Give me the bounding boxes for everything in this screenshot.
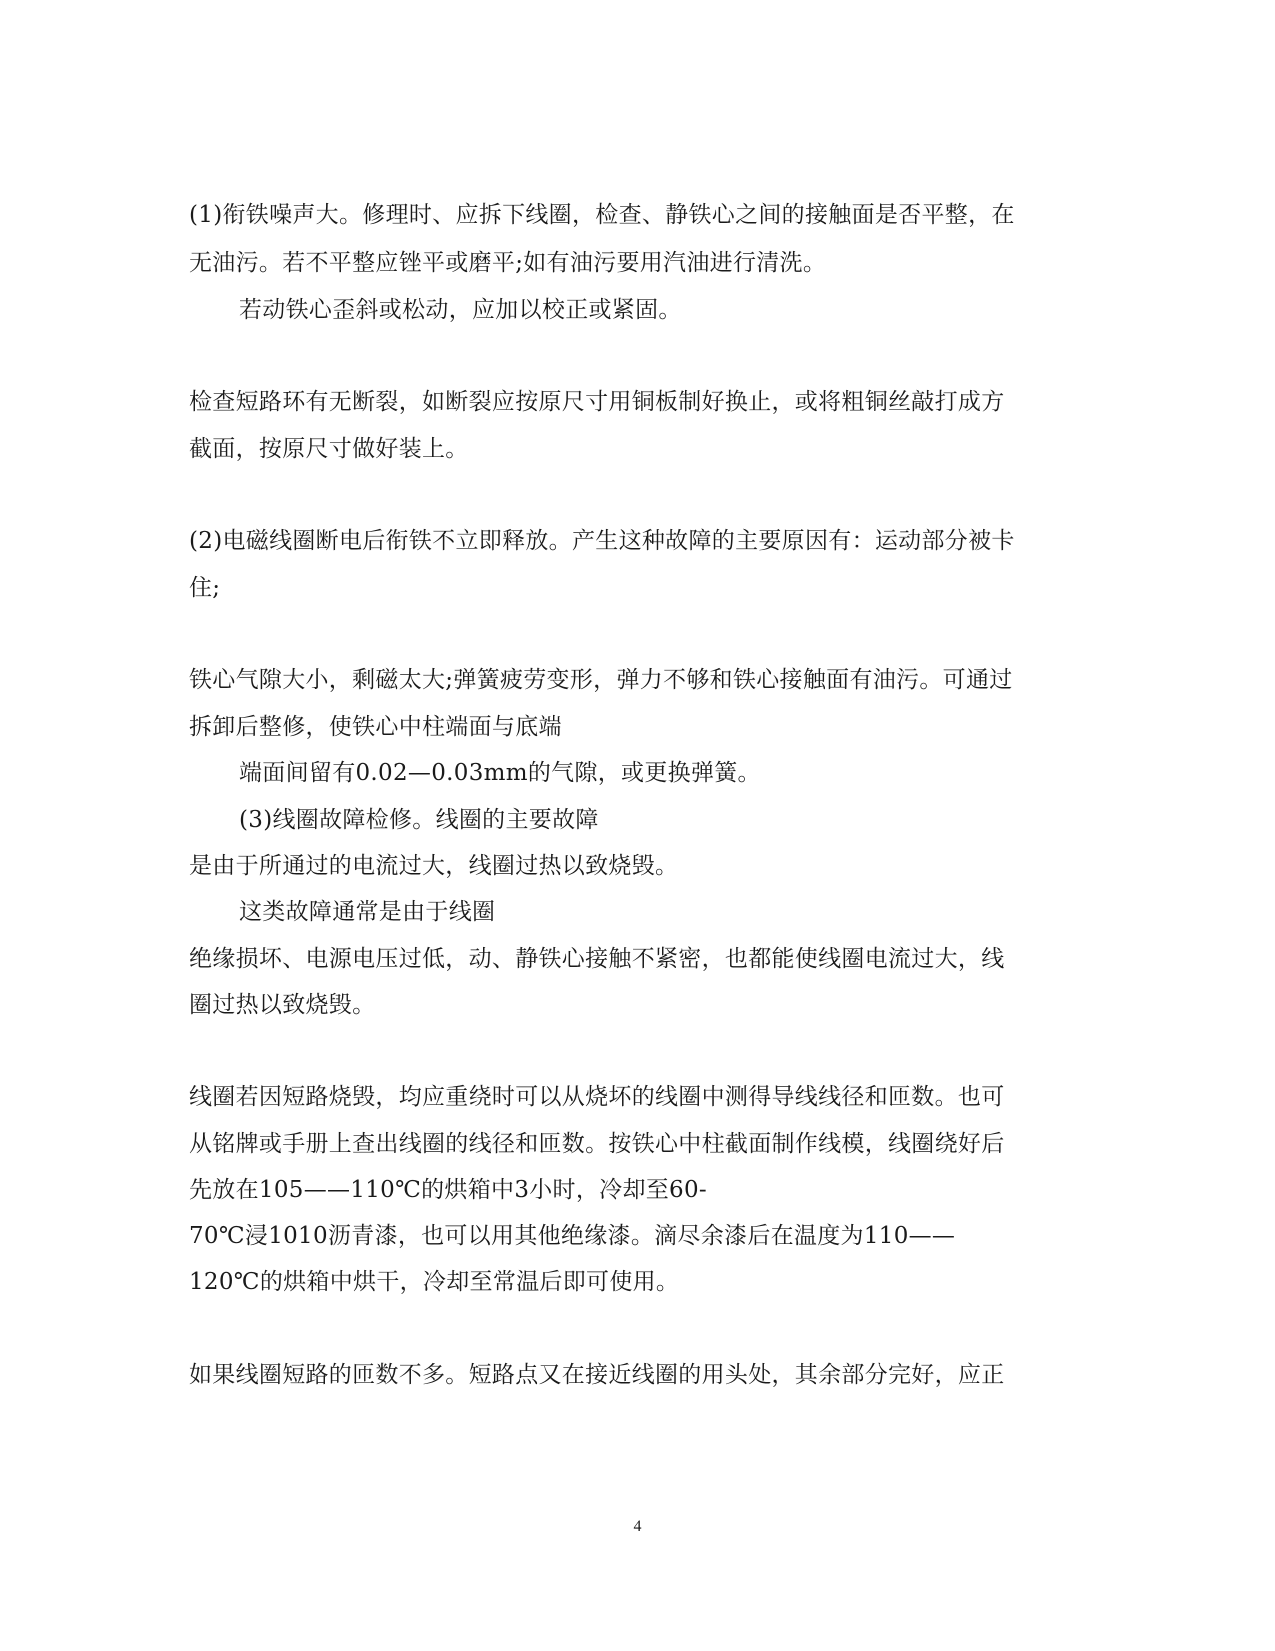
text-line: 绝缘损坏、电源电压过低，动、静铁心接触不紧密，也都能使线圈电流过大，线 [189, 946, 1005, 972]
text-line: 是由于所通过的电流过大，线圈过热以致烧毁。 [189, 853, 679, 879]
text-line: 圈过热以致烧毁。 [189, 992, 376, 1018]
text-line: 这类故障通常是由于线圈 [239, 899, 496, 925]
text-line: (3)线圈故障检修。线圈的主要故障 [239, 807, 599, 833]
text-line: (2)电磁线圈断电后衔铁不立即释放。产生这种故障的主要原因有：运动部分被卡 [189, 528, 1015, 554]
text-line: 线圈若因短路烧毁，均应重绕时可以从烧坏的线圈中测得导线线径和匝数。也可 [189, 1084, 1005, 1110]
text-line: 无油污。若不平整应锉平或磨平;如有油污要用汽油进行清洗。 [189, 250, 827, 276]
text-line: 铁心气隙大小，剩磁太大;弹簧疲劳变形，弹力不够和铁心接触面有油污。可通过 [189, 667, 1013, 693]
text-line: 拆卸后整修，使铁心中柱端面与底端 [189, 714, 562, 740]
text-line: (1)衔铁噪声大。修理时、应拆下线圈，检查、静铁心之间的接触面是否平整，在 [189, 202, 1015, 228]
text-line: 住; [189, 575, 221, 601]
text-line: 先放在105——110℃的烘箱中3小时，冷却至60- [189, 1177, 707, 1203]
text-line: 如果线圈短路的匝数不多。短路点又在接近线圈的用头处，其余部分完好，应正 [189, 1362, 1005, 1388]
text-line: 若动铁心歪斜或松动，应加以校正或紧固。 [239, 297, 682, 323]
text-line: 从铭牌或手册上查出线圈的线径和匝数。按铁心中柱截面制作线模，线圈绕好后 [189, 1131, 1005, 1157]
page-number: 4 [633, 1518, 642, 1535]
text-line: 70℃浸1010沥青漆，也可以用其他绝缘漆。滴尽余漆后在温度为110—— [189, 1223, 956, 1249]
text-line: 检查短路环有无断裂，如断裂应按原尺寸用铜板制好换止，或将粗铜丝敲打成方 [189, 389, 1005, 415]
text-line: 120℃的烘箱中烘干，冷却至常温后即可使用。 [189, 1269, 680, 1295]
text-line: 截面，按原尺寸做好装上。 [189, 436, 469, 462]
text-line: 端面间留有0.02—0.03mm的气隙，或更换弹簧。 [239, 760, 761, 786]
